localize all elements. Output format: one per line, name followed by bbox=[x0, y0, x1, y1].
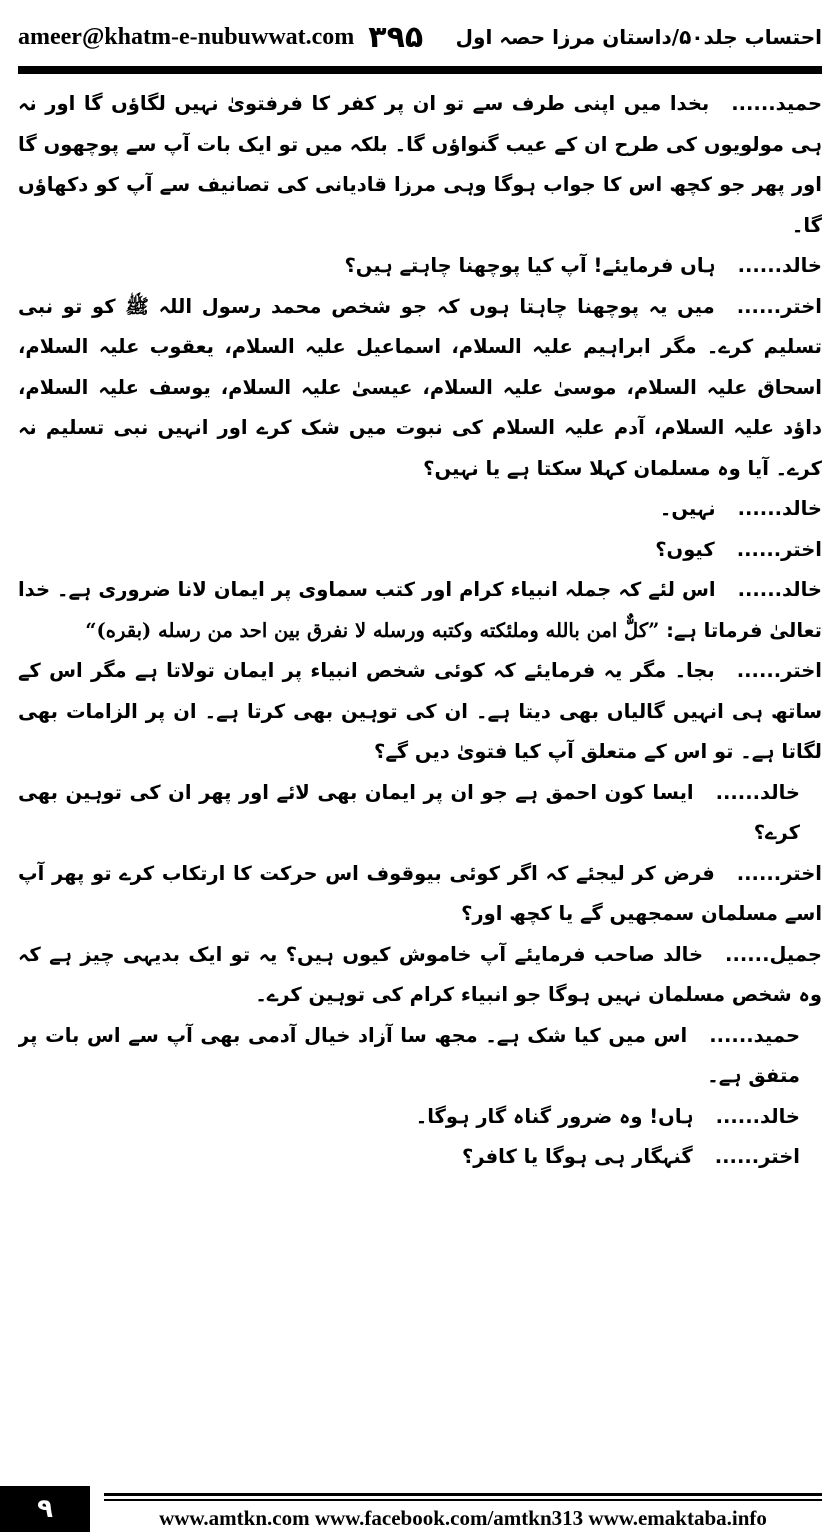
dialogue-paragraph bbox=[18, 287, 822, 490]
speaker-label: اختر...... bbox=[736, 659, 822, 682]
dialogue-text: بجا۔ مگر یہ فرمایئے کہ کوئی شخص انبیاء پر ایمان تولاتا ہے مگر اس کے ساتھ ہی انہیں گالیاں بھی دیتا ہے۔ ان کی توہین بھی کرتا ہے۔ ان پر الزامات بھی لگاتا ہے۔ تو اس کے متعلق آپ کیا فتویٰ دیں گے؟ bbox=[18, 659, 822, 763]
dialogue-paragraph bbox=[18, 854, 822, 935]
header-email: ameer@khatm-e-nubuwwat.com bbox=[18, 23, 355, 50]
dialogue-paragraph bbox=[18, 84, 822, 246]
dialogue-text: نہیں۔ bbox=[659, 497, 716, 520]
dialogue-text: اس میں کیا شک ہے۔ مجھ سا آزاد خیال آدمی بھی آپ سے اس بات پر متفق ہے۔ bbox=[18, 1023, 800, 1087]
speaker-label: حمید...... bbox=[709, 1023, 800, 1047]
speaker-label: اختر...... bbox=[714, 1145, 800, 1168]
dialogue-paragraph bbox=[18, 246, 822, 287]
footer-links: www.amtkn.com www.facebook.com/amtkn313 www.emaktaba.info bbox=[159, 1506, 767, 1530]
dialogue-text: ہاں! وہ ضرور گناہ گار ہوگا۔ bbox=[415, 1104, 694, 1128]
speaker-label: اختر...... bbox=[736, 861, 822, 885]
dialogue-text: کیوں؟ bbox=[655, 537, 715, 561]
dialogue-text: ایسا کون احمق ہے جو ان پر ایمان بھی لائے اور پھر ان کی توہین بھی کرے؟ bbox=[18, 780, 800, 844]
footer-rule-thin bbox=[104, 1499, 822, 1501]
dialogue-text: ہاں فرمایئے! آپ کیا پوچھنا چاہتے ہیں؟ bbox=[344, 254, 716, 277]
header-rule bbox=[18, 66, 822, 74]
quran-quote: ”كلٌّ امن بالله وملئكته وكتبه ورسله لا نفرق بين احد من رسله (بقره)“ bbox=[85, 618, 660, 642]
dialogue-paragraph bbox=[18, 1016, 822, 1097]
header-left bbox=[18, 20, 423, 55]
speaker-label: جمیل...... bbox=[725, 942, 822, 966]
speaker-label: خالد...... bbox=[737, 578, 822, 601]
dialogue-text: فرض کر لیجئے کہ اگر کوئی بیوقوف اس حرکت کا ارتکاب کرے تو پھر آپ اسے مسلمان سمجھیں گے یا کچھ اور؟ bbox=[18, 861, 822, 925]
page-footer bbox=[0, 1480, 840, 1540]
dialogue-paragraph bbox=[18, 935, 822, 1016]
dialogue-text: میں یہ پوچھنا چاہتا ہوں کہ جو شخص محمد رسول اللہ ﷺ کو تو نبی تسلیم کرے۔ مگر ابراہیم علیہ السلام، اسماعیل علیہ السلام، یعقوب علیہ السلام، اسحاق علیہ السلام، موسیٰ علیہ السلام، عیسیٰ علیہ السلام، یوسف علیہ السلام، داؤد علیہ السلام، آدم علیہ السلام کی نبوت میں شک کرے اور انہیں نبی تسلیم نہ کرے۔ آیا وہ مسلمان کہلا سکتا ہے یا نہیں؟ bbox=[18, 294, 822, 480]
dialogue-text: گنہگار ہی ہوگا یا کافر؟ bbox=[461, 1145, 693, 1168]
page-header bbox=[18, 14, 822, 60]
header-page-number: ۳۹۵ bbox=[368, 19, 424, 55]
dialogue-text: بخدا میں اپنی طرف سے تو ان پر کفر کا فرفتویٰ نہیں لگاؤں گا اور نہ ہی مولویوں کی طرح ان کے عیب گنواؤں گا۔ بلکہ میں تو ایک بات آپ سے پوچھوں گا اور پھر جو کچھ اس کا جواب ہوگا وہی مرزا قادیانی کی تصانیف سے آپ کو دکھاؤں گا۔ bbox=[18, 92, 822, 237]
dialogue-text: خالد صاحب فرمایئے آپ خاموش کیوں ہیں؟ یہ تو ایک بدیہی چیز ہے کہ وہ شخص مسلمان نہیں ہوگا جو انبیاء کرام کی توہین کرے۔ bbox=[18, 942, 822, 1006]
speaker-label: خالد...... bbox=[737, 497, 822, 520]
footer-rule-thick bbox=[104, 1493, 822, 1496]
speaker-label: خالد...... bbox=[715, 1104, 800, 1128]
dialogue-paragraph bbox=[18, 651, 822, 773]
speaker-label: خالد...... bbox=[737, 254, 822, 277]
document-body bbox=[18, 84, 822, 1478]
dialogue-paragraph bbox=[18, 570, 822, 651]
speaker-label: اختر...... bbox=[736, 537, 822, 561]
dialogue-paragraph bbox=[18, 773, 822, 854]
speaker-label: اختر...... bbox=[736, 294, 822, 318]
speaker-label: خالد...... bbox=[715, 780, 800, 804]
dialogue-paragraph bbox=[18, 489, 822, 530]
footer-page-badge: ۹ bbox=[0, 1486, 90, 1532]
dialogue-text: اس لئے کہ جملہ انبیاء کرام اور کتب سماوی پر ایمان لانا ضروری ہے۔ خدا تعالیٰ فرماتا ہے: bbox=[18, 578, 822, 642]
speaker-label: حمید...... bbox=[731, 92, 822, 115]
dialogue-paragraph bbox=[18, 530, 822, 571]
header-book-title: احتساب جلد۵۰/داستان مرزا حصہ اول bbox=[455, 25, 822, 49]
dialogue-paragraph bbox=[18, 1097, 822, 1138]
dialogue-paragraph bbox=[18, 1137, 822, 1178]
